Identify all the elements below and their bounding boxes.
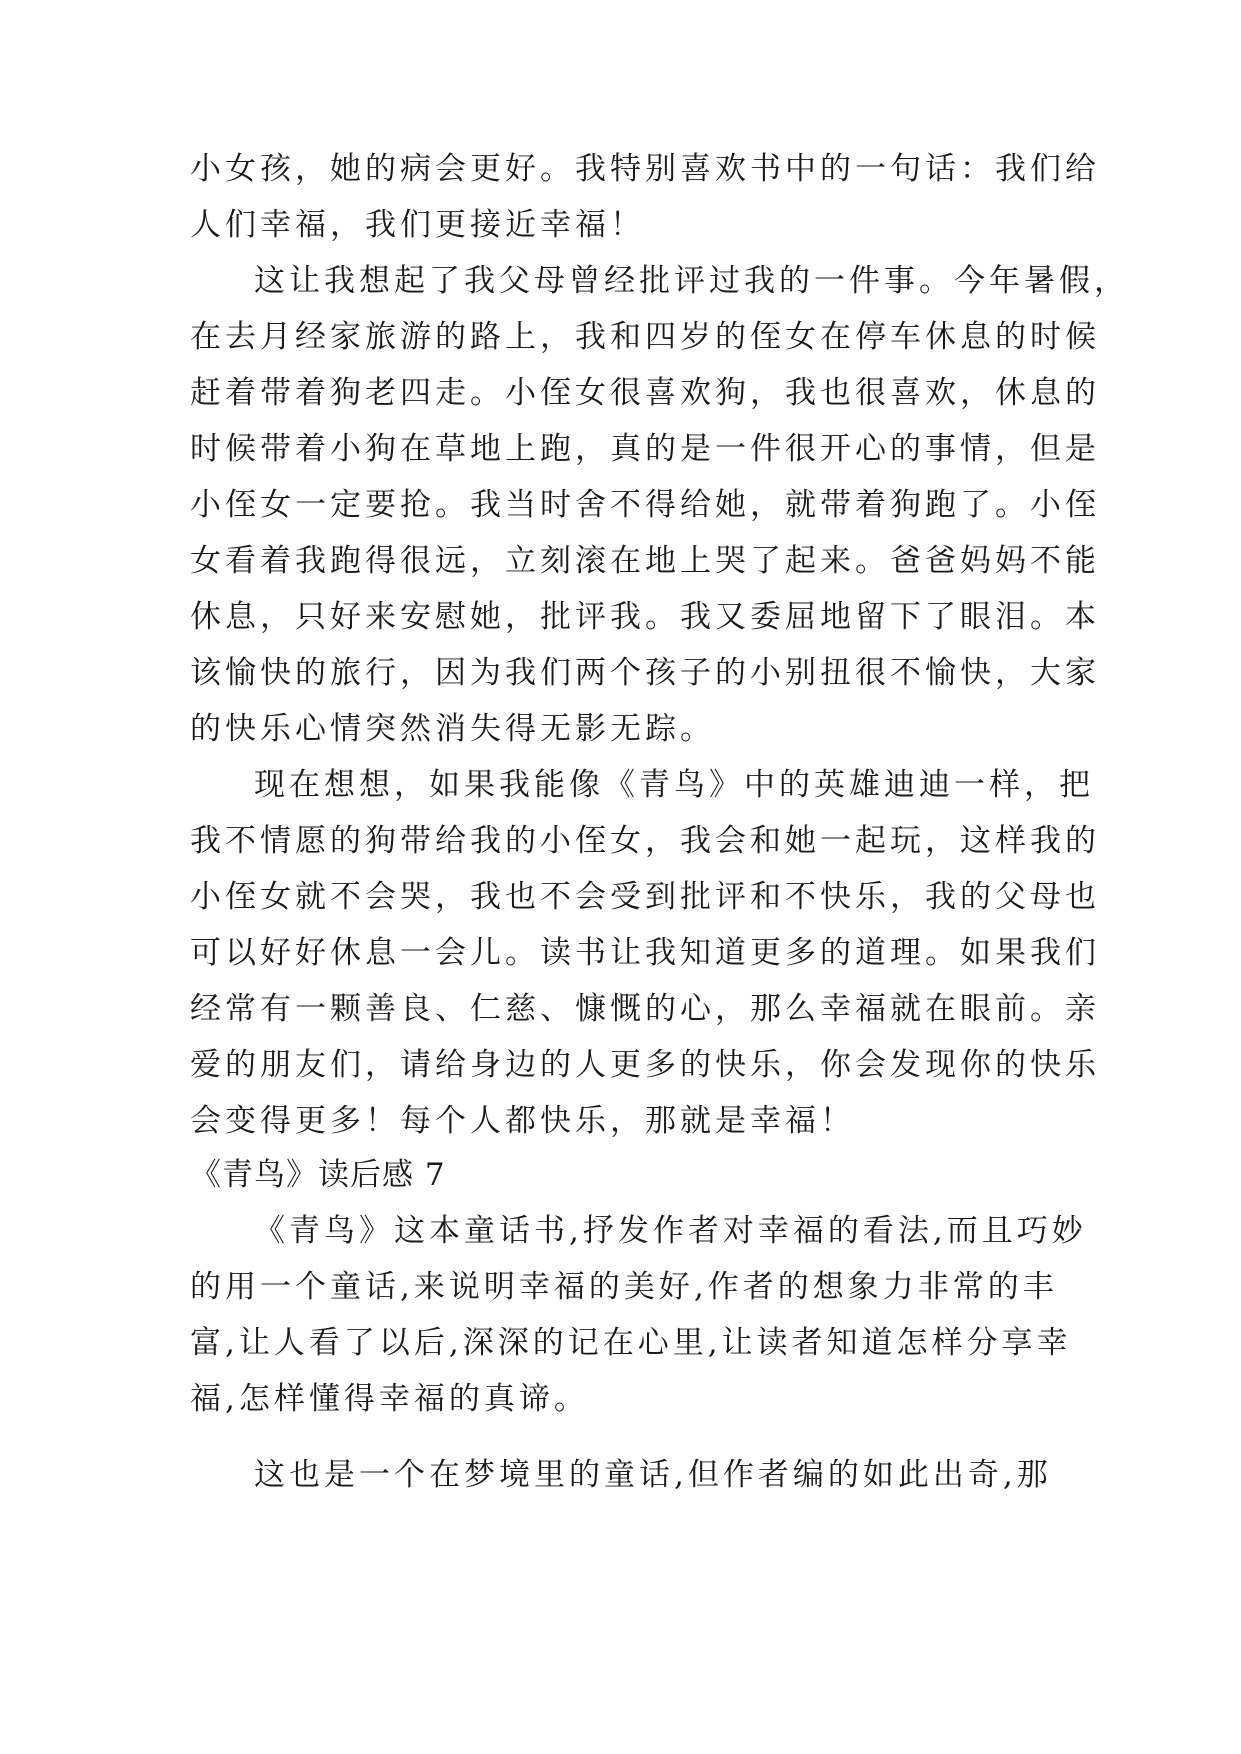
body-text-line: 赶着带着狗老四走。小侄女很喜欢狗，我也很喜欢，休息的 [190, 375, 1100, 411]
body-text-line: 女看着我跑得很远，立刻滚在地上哭了起来。爸爸妈妈不能 [190, 543, 1100, 579]
body-text-line: 会变得更多！每个人都快乐，那就是幸福！ [190, 1103, 855, 1139]
paragraph-first-line: 这让我想起了我父母曾经批评过我的一件事。今年暑假， [254, 263, 1129, 299]
section-heading: 《青鸟》读后感 7 [190, 1157, 446, 1193]
paragraph-first-line: 《青鸟》这本童话书,抒发作者对幸福的看法,而且巧妙 [254, 1213, 1087, 1249]
body-text-line: 时候带着小狗在草地上跑，真的是一件很开心的事情，但是 [190, 431, 1100, 467]
body-text-line: 经常有一颗善良、仁慈、慷慨的心，那么幸福就在眼前。亲 [190, 991, 1100, 1027]
body-text-line: 可以好好休息一会儿。读书让我知道更多的道理。如果我们 [190, 935, 1100, 971]
body-text-line: 在去月经家旅游的路上，我和四岁的侄女在停车休息的时候 [190, 319, 1100, 355]
paragraph-first-line: 现在想想，如果我能像《青鸟》中的英雄迪迪一样，把 [254, 767, 1094, 803]
body-text-line: 该愉快的旅行，因为我们两个孩子的小别扭很不愉快，大家 [190, 655, 1100, 691]
body-text-line: 小侄女一定要抢。我当时舍不得给她，就带着狗跑了。小侄 [190, 487, 1100, 523]
body-text-line: 富,让人看了以后,深深的记在心里,让读者知道怎样分享幸 [190, 1325, 1072, 1361]
body-text-line: 的快乐心情突然消失得无影无踪。 [190, 711, 715, 747]
body-text-line: 人们幸福，我们更接近幸福！ [190, 207, 645, 243]
body-text-line: 的用一个童话,来说明幸福的美好,作者的想象力非常的丰 [190, 1269, 1058, 1305]
body-text-line: 休息，只好来安慰她，批评我。我又委屈地留下了眼泪。本 [190, 599, 1100, 635]
body-text-line: 我不情愿的狗带给我的小侄女，我会和她一起玩，这样我的 [190, 823, 1100, 859]
body-text-line: 爱的朋友们，请给身边的人更多的快乐，你会发现你的快乐 [190, 1047, 1100, 1083]
body-text-line: 小女孩，她的病会更好。我特别喜欢书中的一句话：我们给 [190, 151, 1100, 187]
paragraph-first-line: 这也是一个在梦境里的童话,但作者编的如此出奇,那 [254, 1457, 1052, 1493]
body-text-line: 福,怎样懂得幸福的真谛。 [190, 1381, 589, 1417]
body-text-line: 小侄女就不会哭，我也不会受到批评和不快乐，我的父母也 [190, 879, 1100, 915]
